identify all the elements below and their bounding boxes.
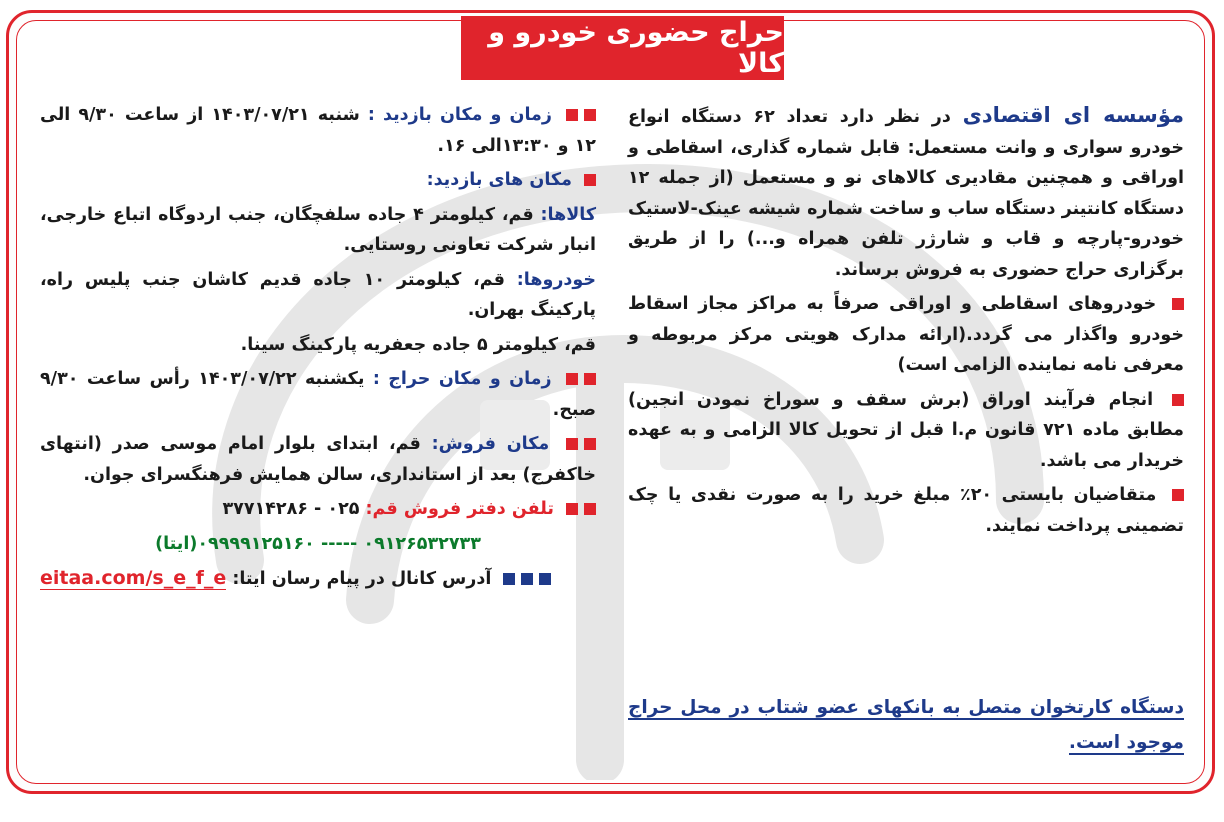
office-phone-label: تلفن دفتر فروش قم: <box>365 499 554 519</box>
red-square-icon <box>584 373 596 385</box>
red-square-icon <box>1172 489 1184 501</box>
pos-note-text: دستگاه کارتخوان متصل به بانکهای عضو شتاب در محل حراج موجود است. <box>628 697 1184 753</box>
page-title: حراج حضوری خودرو و کالا <box>461 16 784 80</box>
right-column <box>628 100 1184 545</box>
note-text: متقاضیان بایستی ۲۰٪ مبلغ خرید را به صورت نقدی یا چک تضمینی پرداخت نمایند. <box>628 485 1184 536</box>
blue-square-icon <box>503 573 515 585</box>
office-phone-section <box>40 494 596 525</box>
red-square-icon <box>584 174 596 186</box>
red-square-icon <box>566 109 578 121</box>
sale-place-section <box>40 429 596 490</box>
org-name: مؤسسه ای اقتصادی <box>962 103 1184 127</box>
channel-section <box>40 563 596 595</box>
auction-time-section <box>40 364 596 425</box>
red-square-icon <box>566 373 578 385</box>
cars-place-2 <box>40 330 596 361</box>
visit-places-heading <box>40 165 596 196</box>
visit-text: شنبه ۱۴۰۳/۰۷/۲۱ از ساعت ۹/۳۰ الی ۱۲ و ۱۳:۳۰الی ۱۶. <box>40 105 596 156</box>
goods-place <box>40 200 596 261</box>
sale-place-text: قم، ابتدای بلوار امام موسی صدر (انتهای خاکفرج) بعد از استانداری، سالن همایش فرهنگسرای جوان. <box>40 434 596 485</box>
note-item <box>628 385 1184 477</box>
channel-label: آدرس کانال در پیام رسان ایتا: <box>232 569 492 589</box>
blue-square-icon <box>539 573 551 585</box>
cars-label: خودروها: <box>516 269 596 290</box>
visit-time-section <box>40 100 596 161</box>
visit-places-label: مکان های بازدید: <box>426 170 572 190</box>
intro-paragraph <box>628 100 1184 285</box>
blue-square-icon <box>521 573 533 585</box>
red-square-icon <box>566 503 578 515</box>
intro-text: در نظر دارد تعداد ۶۲ دستگاه انواع خودرو سواری و وانت مستعمل: قابل شماره گذاری، اسقاطی و اوراقی و همچنین مقادیری کالاهای نو و مستعمل (از جمله ۱۲ دستگاه کانتینر دستگاه ساب و ساخت شماره شیشه عینک-لاستیک خودرو-پارچه و قاب و شارژر تلفن همراه و...) را از طریق برگزاری حراج حضوری به فروش برساند. <box>628 107 1184 280</box>
mobile-numbers <box>40 529 596 560</box>
note-item <box>628 289 1184 381</box>
note-item <box>628 480 1184 541</box>
left-column <box>40 100 596 599</box>
red-square-icon <box>1172 298 1184 310</box>
office-phone-number: ۰۲۵ - ۳۷۷۱۴۲۸۶ <box>222 499 360 519</box>
cars-place <box>40 265 596 326</box>
red-square-icon <box>584 438 596 450</box>
auction-label: زمان و مکان حراج : <box>372 369 552 389</box>
cars-text: قم، کیلومتر ۱۰ جاده قدیم کاشان جنب پلیس راه، پارکینگ بهران. <box>40 269 596 320</box>
red-square-icon <box>1172 394 1184 406</box>
channel-link[interactable]: eitaa.com/s_e_f_e <box>40 567 227 589</box>
goods-label: کالاها: <box>540 204 596 225</box>
red-square-icon <box>566 438 578 450</box>
auction-text: یکشنبه ۱۴۰۳/۰۷/۲۲ رأس ساعت ۹/۳۰ صبح. <box>40 369 596 420</box>
cars-text-2: قم، کیلومتر ۵ جاده جعفریه پارکینگ سینا. <box>240 334 596 355</box>
note-text: انجام فرآیند اوراق (برش سقف و سوراخ نمودن انجین) مطابق ماده ۷۲۱ قانون م.ا قبل از تحویل کالا الزامی و به عهده خریدار می باشد. <box>628 389 1184 471</box>
note-text: خودروهای اسقاطی و اوراقی صرفاً به مراکز مجاز اسقاط خودرو واگذار می گردد.(ارائه مدارک هویتی مرکز مربوطه و معرفی نامه نماینده الزامی است) <box>628 294 1184 375</box>
sale-place-label: مکان فروش: <box>431 434 550 454</box>
goods-text: قم، کیلومتر ۴ جاده سلفچگان، جنب اردوگاه اتباع خارجی، انبار شرکت تعاونی روستایی. <box>40 204 596 255</box>
red-square-icon <box>584 109 596 121</box>
mobile-numbers-text: ۰۹۱۲۶۵۳۲۷۳۳ ----- ۰۹۹۹۹۱۲۵۱۶۰(ایتا) <box>155 533 481 554</box>
red-square-icon <box>584 503 596 515</box>
visit-label: زمان و مکان بازدید : <box>367 105 552 125</box>
pos-note <box>628 690 1184 760</box>
